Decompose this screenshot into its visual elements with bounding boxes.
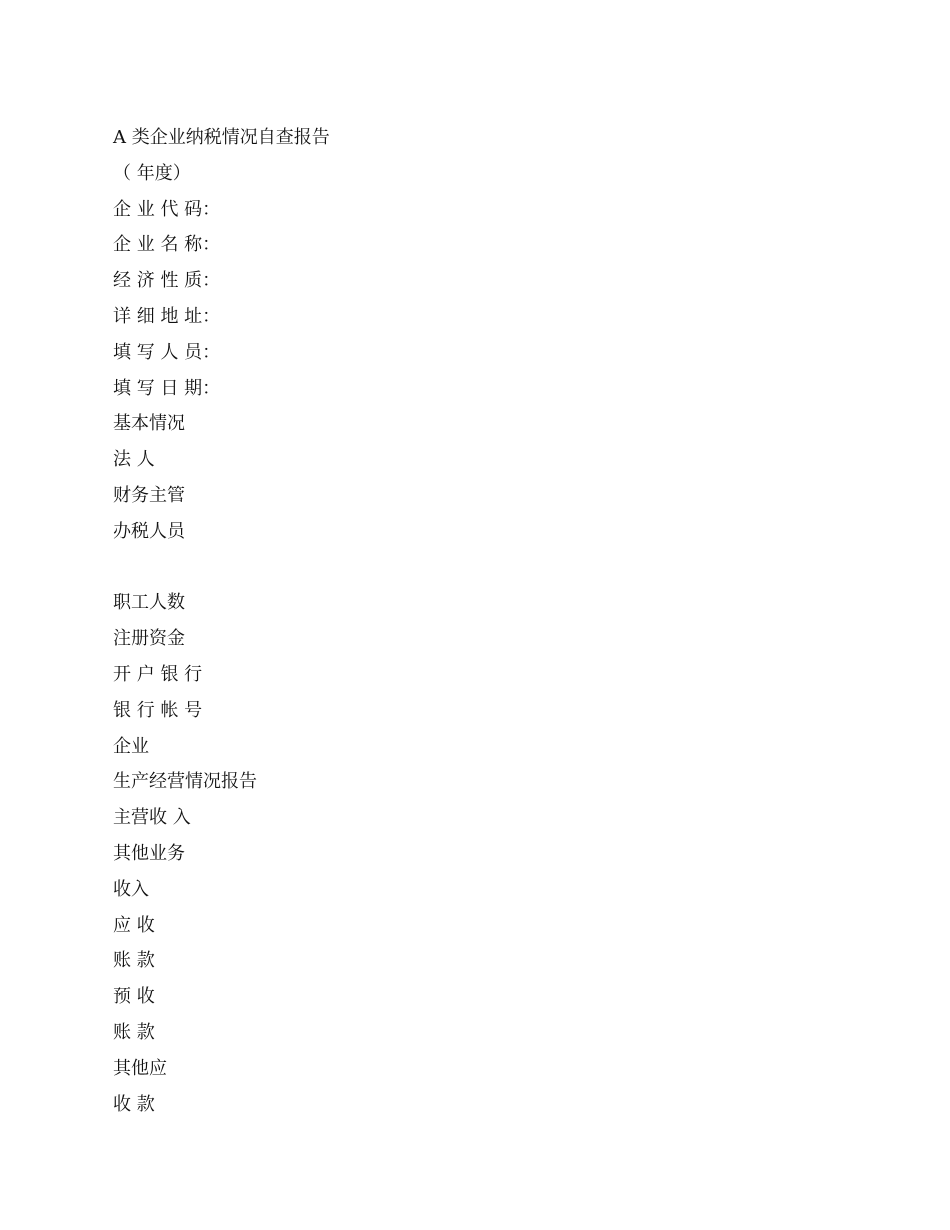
receivable-label: 收 款 bbox=[113, 1093, 155, 1115]
filler-label: 填 写 人 员： bbox=[113, 341, 221, 363]
legal-person-label: 法 人 bbox=[113, 449, 155, 471]
fill-date-label: 填 写 日 期： bbox=[113, 377, 221, 399]
other-receivable-label: 其他应 bbox=[113, 1057, 167, 1079]
main-revenue-label: 主营收 入 bbox=[113, 807, 191, 829]
accounts-label: 账 款 bbox=[113, 1021, 155, 1043]
bank-label: 开 户 银 行 bbox=[113, 663, 203, 685]
receivable-label: 应 收 bbox=[113, 914, 155, 936]
document-body bbox=[113, 120, 873, 1122]
advance-label: 预 收 bbox=[113, 986, 155, 1008]
document-title: A 类企业纳税情况自查报告 bbox=[113, 127, 330, 148]
revenue-label: 收入 bbox=[113, 878, 149, 900]
operations-heading: 生产经营情况报告 bbox=[113, 771, 257, 793]
registered-capital-label: 注册资金 bbox=[113, 628, 185, 650]
year-line: （ 年度） bbox=[113, 162, 191, 184]
other-business-label: 其他业务 bbox=[113, 842, 185, 864]
accounts-label: 账 款 bbox=[113, 950, 155, 972]
enterprise-label: 企业 bbox=[113, 735, 149, 757]
basic-info-heading: 基本情况 bbox=[113, 413, 185, 435]
finance-manager-label: 财务主管 bbox=[113, 484, 185, 506]
employees-label: 职工人数 bbox=[113, 592, 185, 614]
blank-line bbox=[113, 550, 873, 586]
economic-nature-label: 经 济 性 质： bbox=[113, 270, 221, 292]
tax-staff-label: 办税人员 bbox=[113, 520, 185, 542]
company-code-label: 企 业 代 码： bbox=[113, 198, 221, 220]
company-name-label: 企 业 名 称： bbox=[113, 234, 221, 256]
address-label: 详 细 地 址： bbox=[113, 305, 221, 327]
bank-account-label: 银 行 帐 号 bbox=[113, 699, 203, 721]
